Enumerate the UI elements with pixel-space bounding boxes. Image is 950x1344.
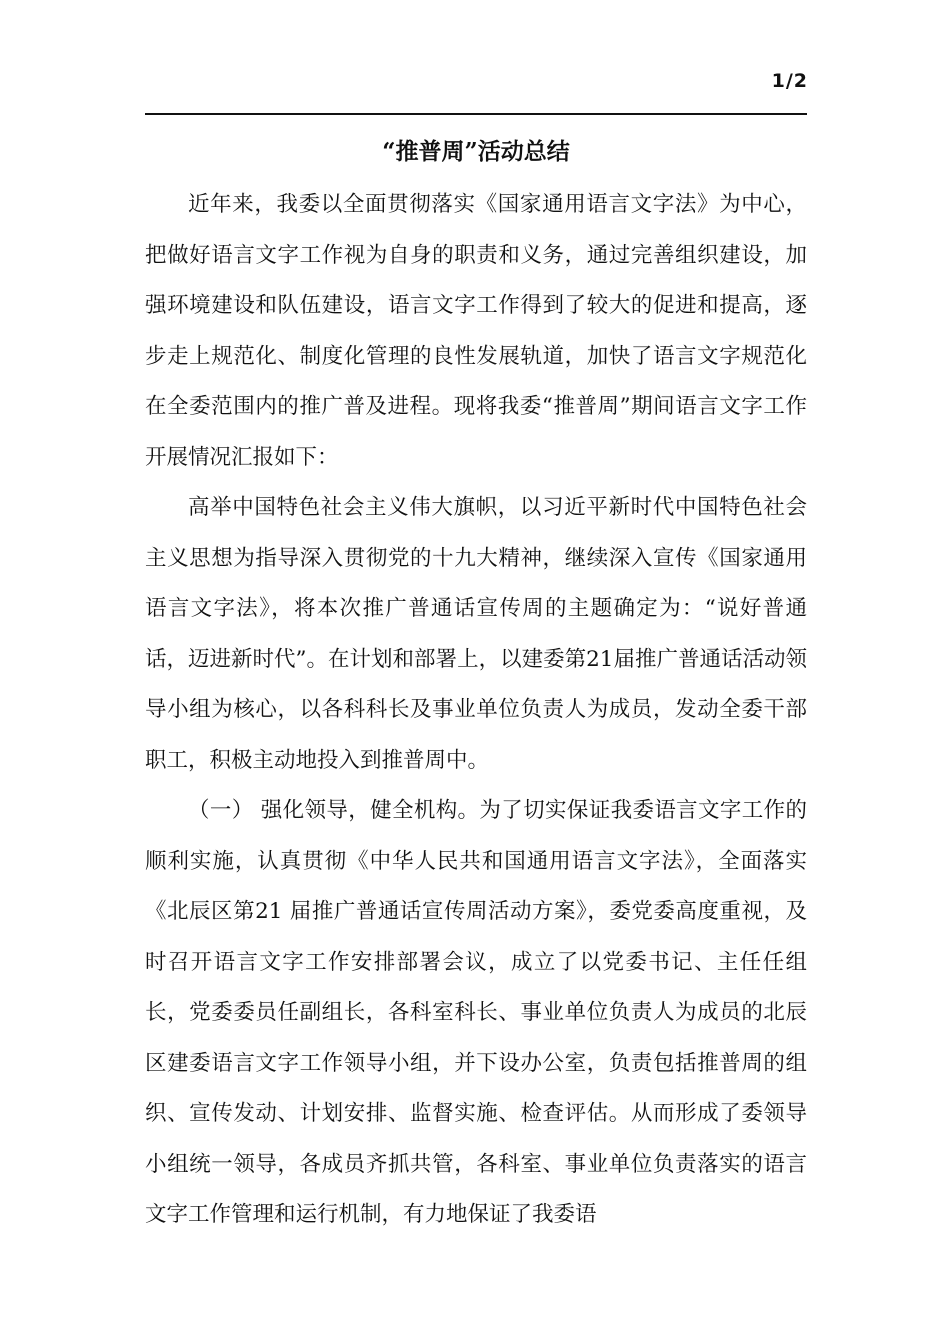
page-number: 1/2 [771, 70, 808, 92]
paragraph-theme: 高举中国特色社会主义伟大旗帜，以习近平新时代中国特色社会主义思想为指导深入贯彻党的十九大精神，继续深入宣传《国家通用语言文字法》，将本次推广普通话宣传周的主题确定为：“说好普通话，迈进新时代”。在计划和部署上，以建委第21届推广普通话活动领导小组为核心，以各科科长及事业单位负责人为成员，发动全委干部职工，积极主动地投入到推普周中。 [145, 495, 807, 773]
paragraph-intro: 近年来，我委以全面贯彻落实《国家通用语言文字法》为中心，把做好语言文字工作视为自身的职责和义务，通过完善组织建设，加强环境建设和队伍建设，语言文字工作得到了较大的促进和提高，逐步走上规范化、制度化管理的良性发展轨道，加快了语言文字规范化在全委范围内的推广普及进程。现将我委“推普周”期间语言文字工作开展情况汇报如下： [145, 192, 807, 470]
paragraph-section-1: （一） 强化领导，健全机构。为了切实保证我委语言文字工作的顺利实施，认真贯彻《中华人民共和国通用语言文字法》，全面落实《北辰区第21 届推广普通话宣传周活动方案》，委党委高度重视，及时召开语言文字工作安排部署会议，成立了以党委书记、主任任组长，党委委员任副组长，各科室科长、事业单位负责人为成员的北辰区建委语言文字工作领导小组，并下设办公室，负责包括推普周的组织、宣传发动、计划安排、监督实施、检查评估。从而形成了委领导小组统一领导，各成员齐抓共管，各科室、事业单位负责落实的语言文字工作管理和运行机制，有力地保证了我委语 [145, 798, 807, 1227]
document-title: “推普周”活动总结 [382, 138, 570, 165]
header-divider [145, 113, 807, 115]
document-body [145, 180, 807, 1241]
